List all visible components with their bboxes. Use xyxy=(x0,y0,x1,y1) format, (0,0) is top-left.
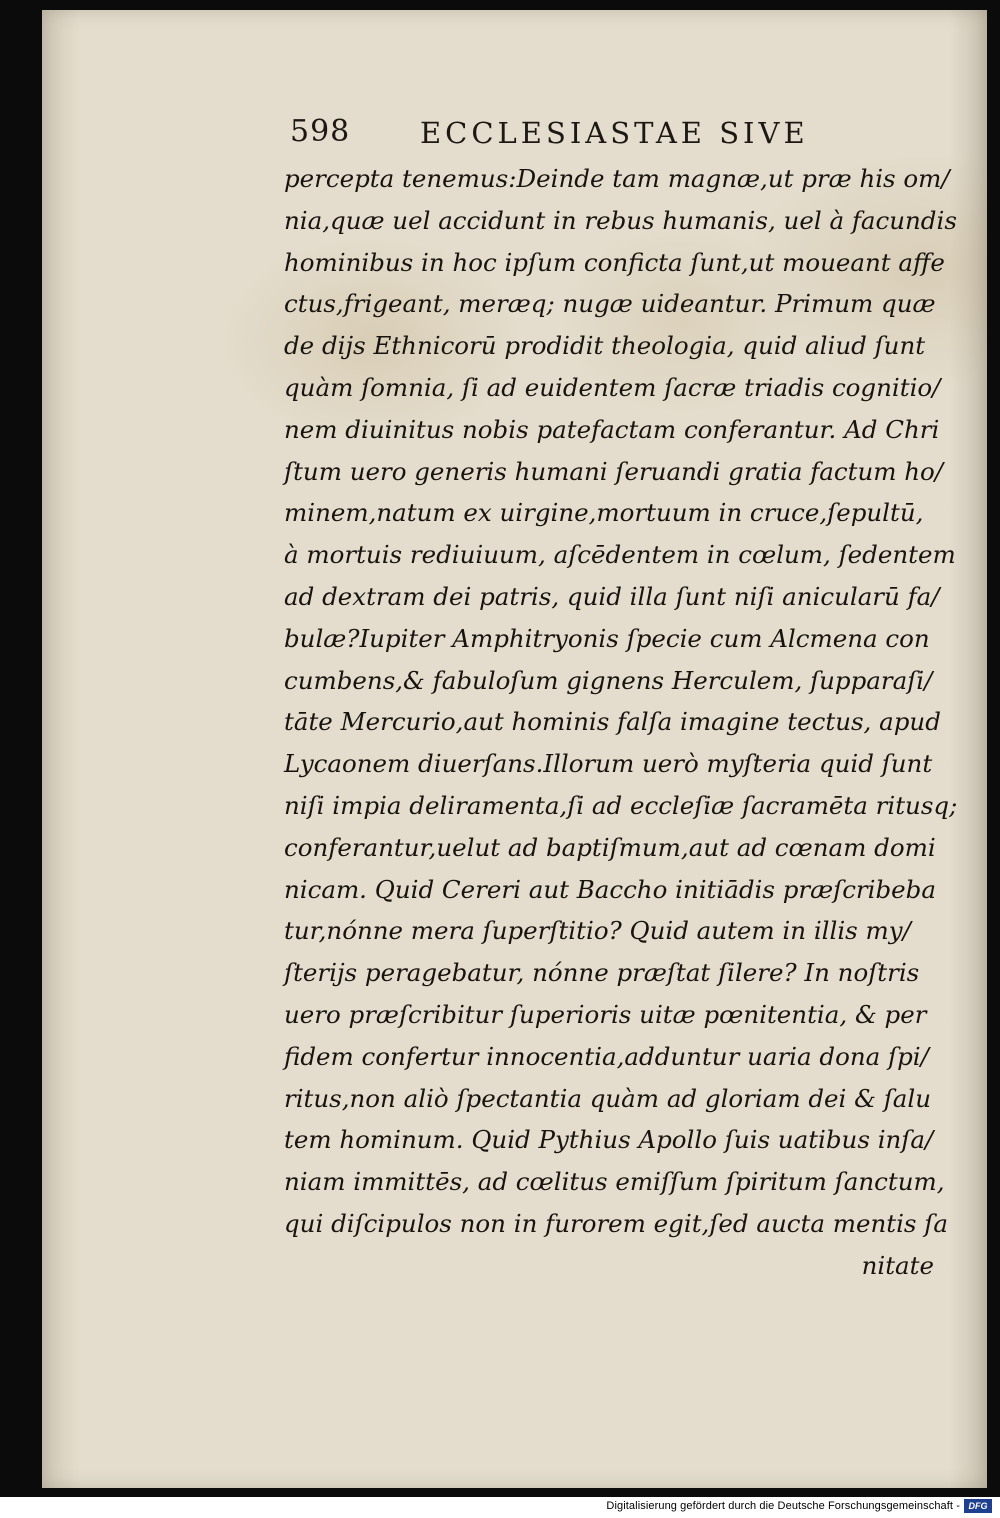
text-line: percepta tenemus:Deinde tam magnæ,ut præ his om/ xyxy=(284,164,950,193)
text-line: cumbens,& fabuloſum gignens Herculem, ſupparaſi/ xyxy=(284,665,933,695)
footer-bar xyxy=(0,1497,1000,1518)
text-line: uero præſcribitur ſuperioris uitæ pœnitentia, & per xyxy=(284,999,927,1029)
page-number: 598 xyxy=(290,114,351,149)
catchword: nitate xyxy=(861,1250,934,1280)
text-line: hominibus in hoc ipſum conficta ſunt,ut moueant affe xyxy=(284,247,945,277)
text-line: nicam. Quid Cereri aut Baccho initiādis præſcribeba xyxy=(284,874,936,904)
dfg-logo-icon: DFG xyxy=(964,1499,992,1513)
text-line: ctus,frigeant, meræq; nugæ uideantur. Primum quæ xyxy=(284,289,936,319)
text-line: bulæ?Iupiter Amphitryonis ſpecie cum Alcmena con xyxy=(284,623,930,653)
text-line: niam immittēs, ad cœlitus emiſſum ſpiritum ſanctum, xyxy=(284,1167,945,1197)
text-line: tur,nónne mera ſuperſtitio? Quid autem in illis my/ xyxy=(284,916,911,946)
text-line: à mortuis rediuiuum, aſcēdentem in cœlum, ſedentem xyxy=(284,540,956,570)
text-line: Lycaonem diuerſans.Illorum uerò myſteria quid ſunt xyxy=(284,749,933,779)
text-line: qui diſcipulos non in furorem egit,ſed aucta mentis ſa xyxy=(284,1208,948,1238)
running-head: ECCLESIASTAE SIVE xyxy=(420,116,809,150)
text-line: tem hominum. Quid Pythius Apollo ſuis uatibus inſa/ xyxy=(284,1125,934,1155)
text-line: fidem confertur innocentia,adduntur uaria dona ſpi/ xyxy=(284,1041,929,1071)
funding-credit: Digitalisierung gefördert durch die Deutsche Forschungsgemeinschaft - xyxy=(606,1500,960,1512)
text-line: ritus,non aliò ſpectantia quàm ad gloriam dei & ſalu xyxy=(284,1083,932,1113)
text-line: ſterijs peragebatur, nónne præſtat ſilere? In noſtris xyxy=(284,958,920,988)
text-line: ſtum uero generis humani ſeruandi gratia factum ho/ xyxy=(284,456,944,486)
page-header xyxy=(290,112,910,160)
text-line: minem,natum ex uirgine,mortuum in cruce,ſepultū, xyxy=(284,498,924,528)
text-line: ad dextram dei patris, quid illa ſunt niſi anicularū fa/ xyxy=(284,581,940,611)
text-line: nia,quæ uel accidunt in rebus humanis, uel à facundis xyxy=(284,205,957,235)
text-line: nem diuinitus nobis patefactam conferantur. Ad Chri xyxy=(284,414,940,444)
text-line: tāte Mercurio,aut hominis falſa imagine tectus, apud xyxy=(284,707,941,737)
text-line: niſi impia deliramenta,ſi ad eccleſiæ ſacramēta ritusq; xyxy=(284,790,958,820)
text-line: de dijs Ethnicorū prodidit theologia, quid aliud ſunt xyxy=(284,331,926,361)
text-line: conferantur,uelut ad baptiſmum,aut ad cœnam domi xyxy=(284,832,936,862)
body-text xyxy=(284,158,974,1287)
text-line: quàm ſomnia, ſi ad euidentem ſacræ triadis cognitio/ xyxy=(284,372,941,402)
